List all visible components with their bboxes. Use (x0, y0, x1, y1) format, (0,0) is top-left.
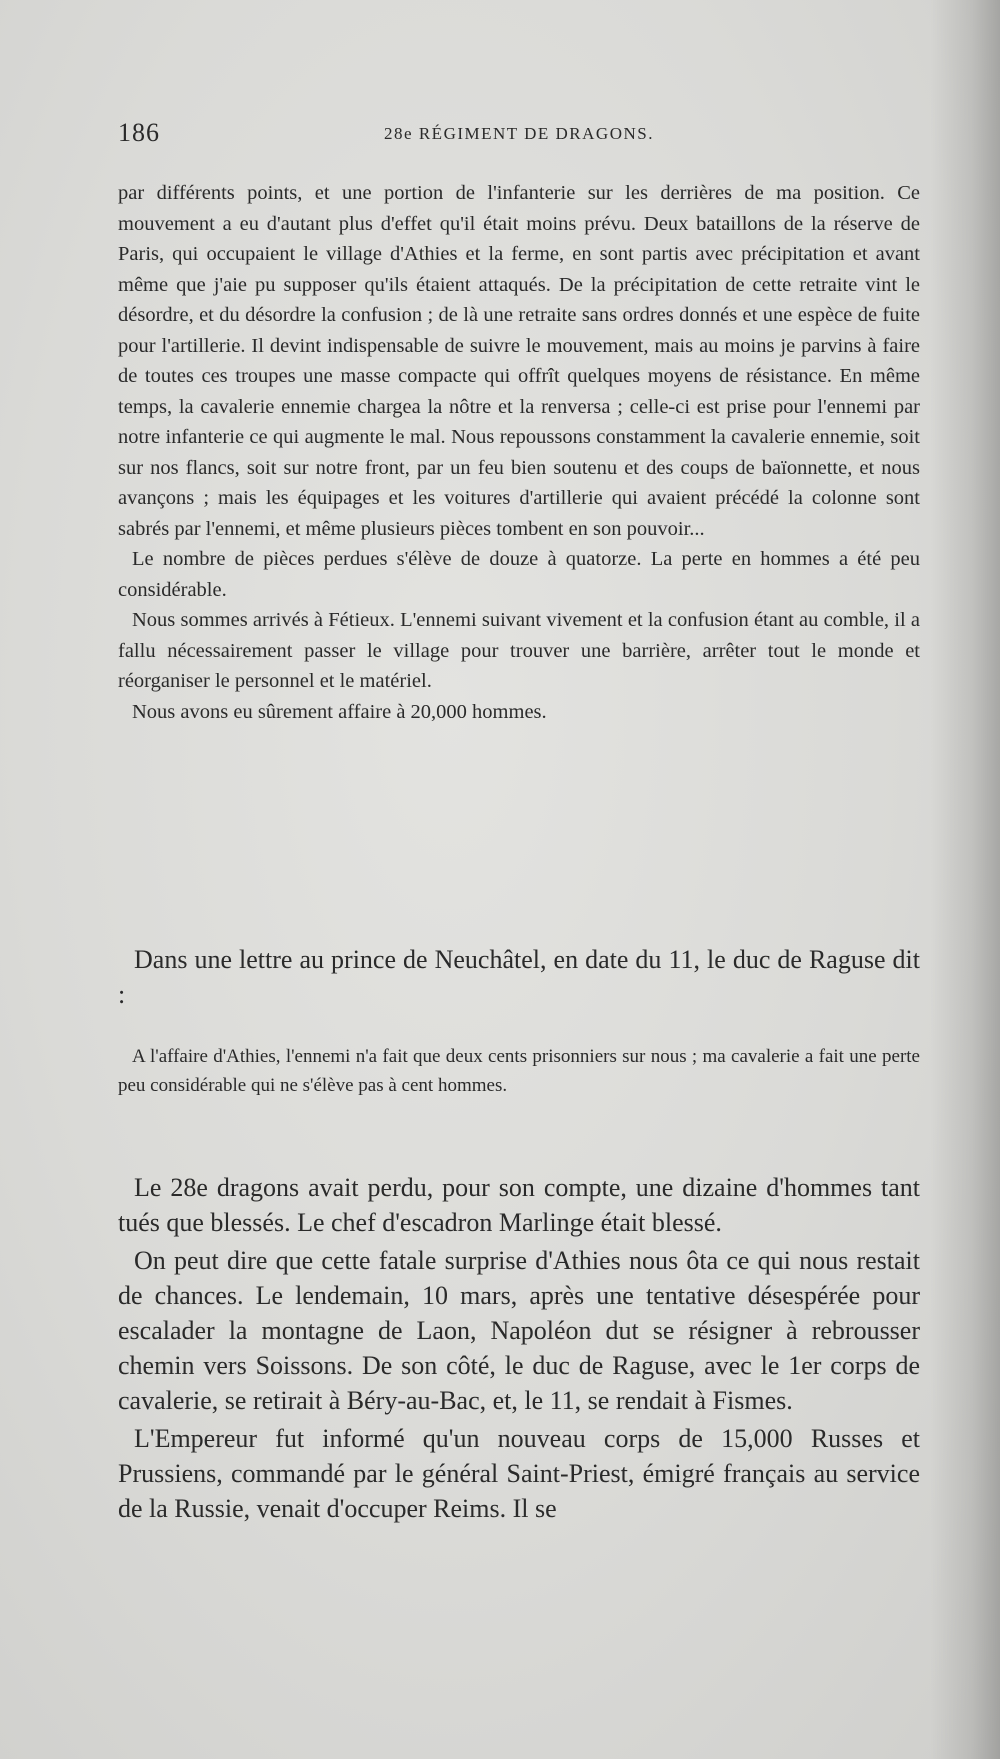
quoted-letter (118, 1042, 920, 1100)
letter-intro-text: Dans une lettre au prince de Neuchâtel, en date du 11, le duc de Raguse dit : (118, 945, 920, 1009)
page-edge-shadow (930, 0, 1000, 1759)
report-paragraph: Le nombre de pièces perdues s'élève de douze à quatorze. La perte en hommes a été peu considérable. (118, 548, 920, 601)
letter-quote-text: A l'affaire d'Athies, l'ennemi n'a fait que deux cents prisonniers sur nous ; ma cavalerie a fait une perte peu considérable qui ne s'élève pas à cent hommes. (118, 1046, 920, 1096)
running-title: 28e RÉGIMENT DE DRAGONS. (384, 124, 654, 143)
narrative-paragraph: L'Empereur fut informé qu'un nouveau corps de 15,000 Russes et Prussiens, commandé par le général Saint-Priest, émigré français au service de la Russie, venait d'occuper Reims. Il se (118, 1424, 920, 1523)
narrative-paragraph: Le 28e dragons avait perdu, pour son compte, une dizaine d'hommes tant tués que blessés. Le chef d'escadron Marlinge était blessé. (118, 1173, 920, 1237)
quoted-report (118, 178, 920, 727)
page-header (118, 118, 920, 158)
letter-intro (118, 942, 920, 1012)
report-paragraph: Nous avons eu sûrement affaire à 20,000 hommes. (132, 700, 547, 723)
report-paragraph: par différents points, et une portion de l'infanterie sur les derrières de ma position. Ce mouvement a eu d'autant plus d'effet qu'il était moins prévu. Deux bataillons de la réserve de Paris, qui occupaient le village d'Athies et la ferme, en sont partis avec précipitation et avant même que j'aie pu supposer qu'ils étaient attaqués. De la précipitation de cette retraite vint le désordre, et du désordre la confusion ; de là une retraite sans ordres donnés et une espèce de fuite pour l'artillerie. Il devint indispensable de suivre le mouvement, mais au moins je parvins à faire de toutes ces troupes une masse compacte qui offrît quelques moyens de résistance. En même temps, la cavalerie ennemie chargea la nôtre et la renversa ; celle-ci est prise pour l'ennemi par notre infanterie ce qui augmente le mal. Nous repoussons constamment la cavalerie ennemie, soit sur nos flancs, soit sur notre front, par un feu bien soutenu et des coups de baïonnette, et nous avançons ; mais les équipages et les voitures d'artillerie qui avaient précédé la colonne sont sabrés par l'ennemi, et même plusieurs pièces tombent en son pouvoir... (118, 182, 920, 540)
narrative-paragraph: On peut dire que cette fatale surprise d'Athies nous ôta ce qui nous restait de chances. Le lendemain, 10 mars, après une tentative désespérée pour escalader la montagne de Laon, Napoléon dut se résigner à rebrousser chemin vers Soissons. De son côté, le duc de Raguse, avec le 1er corps de cavalerie, se retirait à Béry-au-Bac, et, le 11, se rendait à Fismes. (118, 1246, 920, 1415)
narrative-text (118, 1170, 920, 1526)
report-paragraph: Nous sommes arrivés à Fétieux. L'ennemi suivant vivement et la confusion étant au comble, il a fallu nécessairement passer le village pour trouver une barrière, arrêter tout le monde et réorganiser le personnel et le matériel. (118, 609, 920, 692)
page-number: 186 (118, 118, 160, 147)
